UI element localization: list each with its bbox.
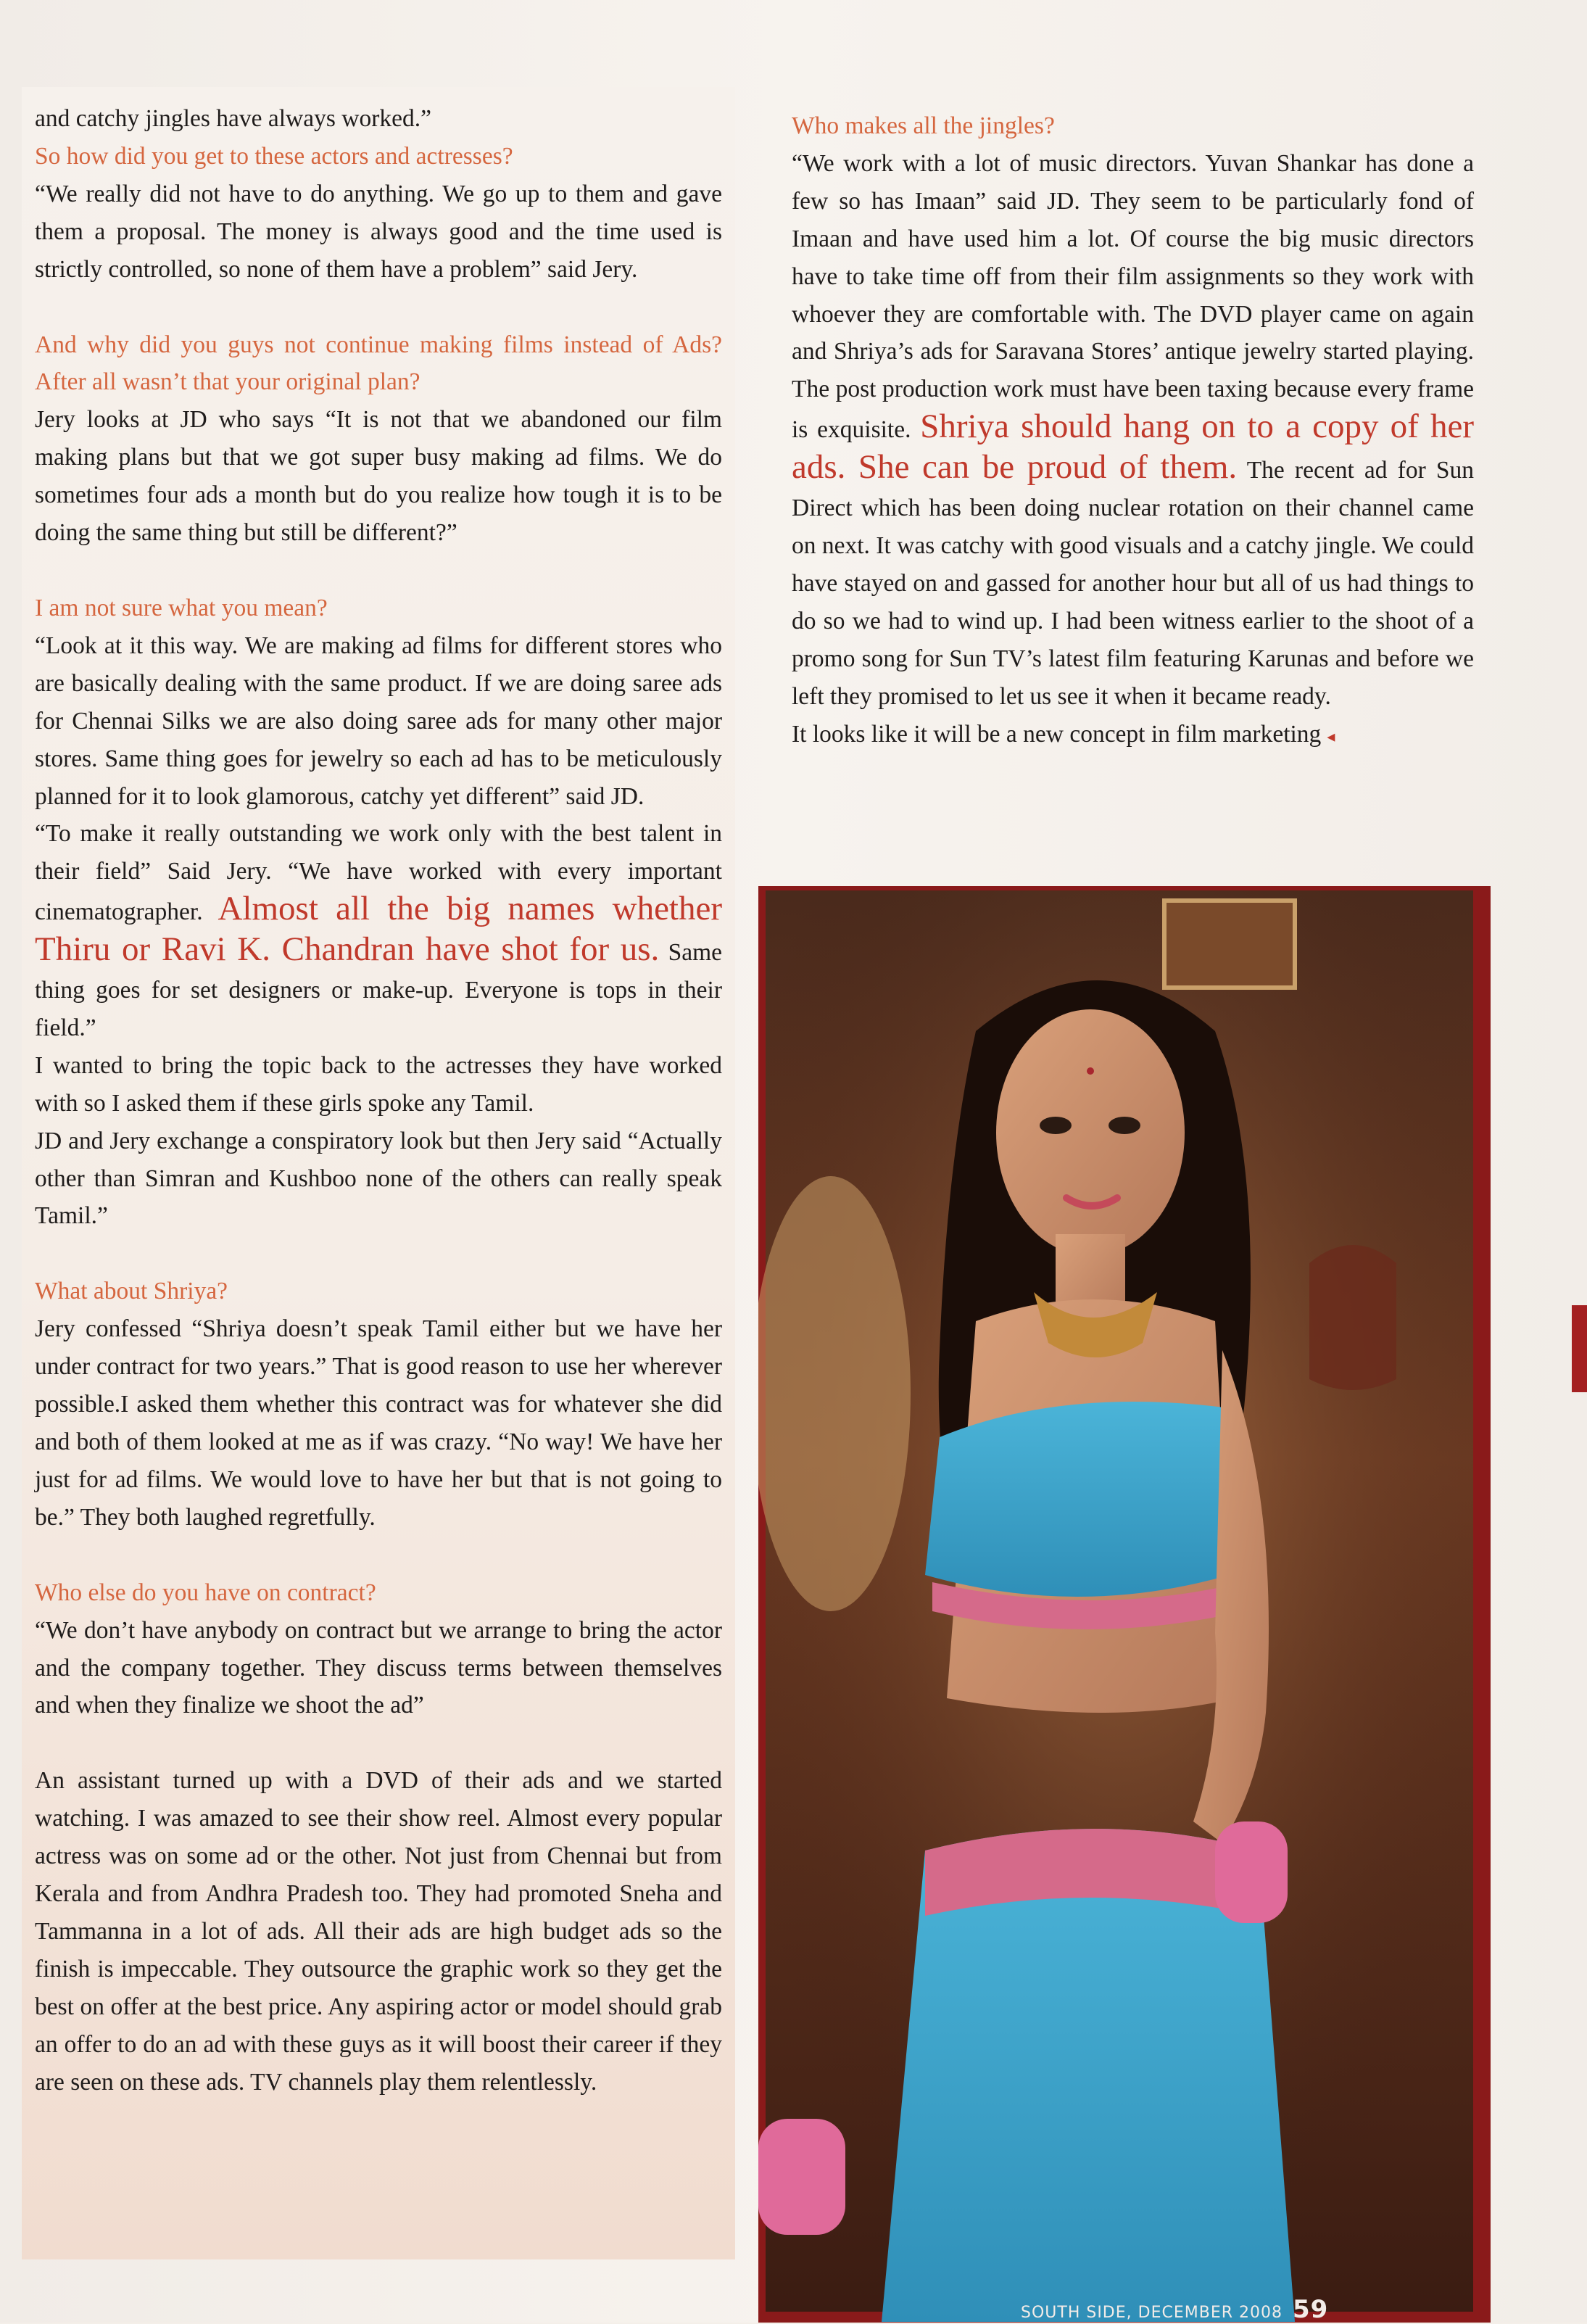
body-paragraph: An assistant turned up with a DVD of their ads and we started watching. I was amazed to see their show reel. Almost every popular actress was on some ad or the other. Not just from Chennai but from Kerala and from Andhra Pradesh too. They had promoted Sneha and Tammanna in a lot of ads. All their ads are high budget ads so the finish is impeccable. They outsource the graphic work so they get the best on offer at the best price. Any aspiring actor or model should grab an offer to do an ad with these guys as it will boost their career if they are seen on these ads. TV channels play them relentlessly. (35, 1767, 722, 2096)
question-heading: Who else do you have on contract? (35, 1579, 376, 1606)
body-paragraph: and catchy jingles have always worked.” (35, 105, 431, 132)
pull-quote: Shriya should hang on to a copy of her ads. She can be proud of them. (792, 408, 1474, 487)
actress-photo-illustration (758, 886, 1491, 2323)
question-heading: Who makes all the jingles? (792, 112, 1055, 139)
body-paragraph (792, 145, 1474, 716)
paragraph-text: “To make it really outstanding we work only with the best talent in their field” Said Jery. “We have worked with every important cinematographer. (35, 820, 722, 926)
issue-label: SOUTH SIDE, DECEMBER 2008 (1021, 2304, 1283, 2322)
body-paragraph: JD and Jery exchange a conspiratory look but then Jery said “Actually other than Simran and Kushboo none of the others can really speak Tamil.” (35, 1127, 722, 1230)
body-paragraph: “Look at it this way. We are making ad films for different stores who are basically dealing with the same product. If we are doing saree ads for Chennai Silks we are also doing saree ads for many other major stores. Same thing goes for jewelry so each ad has to be meticulously planned for it to look glamorous, catchy yet different” said JD. (35, 632, 722, 810)
question-heading: And why did you guys not continue making films instead of Ads? After all wasn’t that your original plan? (35, 331, 722, 396)
question-heading: So how did you get to these actors and actresses? (35, 142, 513, 170)
left-column (35, 100, 722, 2101)
page-number: 59 (1292, 2295, 1329, 2324)
edge-tab (1572, 1305, 1587, 1392)
question-heading: What about Shriya? (35, 1278, 228, 1305)
paragraph-text: “We work with a lot of music directors. Yuvan Shankar has done a few so has Imaan” said JD. They seem to be particularly fond of Imaan and have used him a lot. Of course the big music directors have to take time off from their film assignments so they work with whoever they are comfortable with. The DVD player came on again and Shriya’s ads for Saravana Stores’ antique jewelry started playing. The post production work must have been taxing because every frame is exquisite. (792, 149, 1474, 444)
question-heading: I am not sure what you mean? (35, 594, 328, 621)
pull-quote: Almost all the big names whether Thiru or Ravi K. Chandran have shot for us. (35, 890, 722, 969)
body-paragraph: “We really did not have to do anything. We go up to them and gave them a proposal. The money is always good and the time used is strictly controlled, so none of them have a problem” said Jery. (35, 180, 722, 283)
right-column (792, 107, 1474, 755)
cover-photo (758, 886, 1491, 2323)
body-paragraph: I wanted to bring the topic back to the actresses they have worked with so I asked them if these girls spoke any Tamil. (35, 1051, 722, 1117)
end-mark-icon: ◂ (1327, 727, 1335, 745)
paragraph-text: It looks like it will be a new concept in film marketing (792, 720, 1322, 748)
body-paragraph: Jery looks at JD who says “It is not that we abandoned our film making plans but that we got super busy making ad films. We do sometimes four ads a month but do you realize how tough it is to be doing the same thing but still be different?” (35, 406, 722, 547)
body-paragraph: “We don’t have anybody on contract but we arrange to bring the actor and the company together. They discuss terms between themselves and when they finalize we shoot the ad” (35, 1616, 722, 1719)
paragraph-text: Same thing goes for set designers or make-up. Everyone is tops in their field.” (35, 939, 722, 1041)
body-paragraph (35, 815, 722, 1046)
body-paragraph: Jery confessed “Shriya doesn’t speak Tamil either but we have her under contract for two years.” That is good reason to use her wherever possible.I asked them whether this contract was for whatever she did and both of them looked at me as if was crazy. “No way! We have her just for ad films. We would love to have her but that is not going to be.” They both laughed regretfully. (35, 1315, 722, 1531)
paragraph-text: The recent ad for Sun Direct which has been doing nuclear rotation on their channel came on next. It was catchy with good visuals and a catchy jingle. We could have stayed on and gassed for another hour but all of us had things to do so we had to wind up. I had been witness earlier to the shoot of a promo song for Sun TV’s latest film featuring Karunas and before we left they promised to let us see it when it became ready. (792, 457, 1475, 710)
closing-paragraph (792, 716, 1474, 756)
page-footer (1021, 2295, 1328, 2323)
